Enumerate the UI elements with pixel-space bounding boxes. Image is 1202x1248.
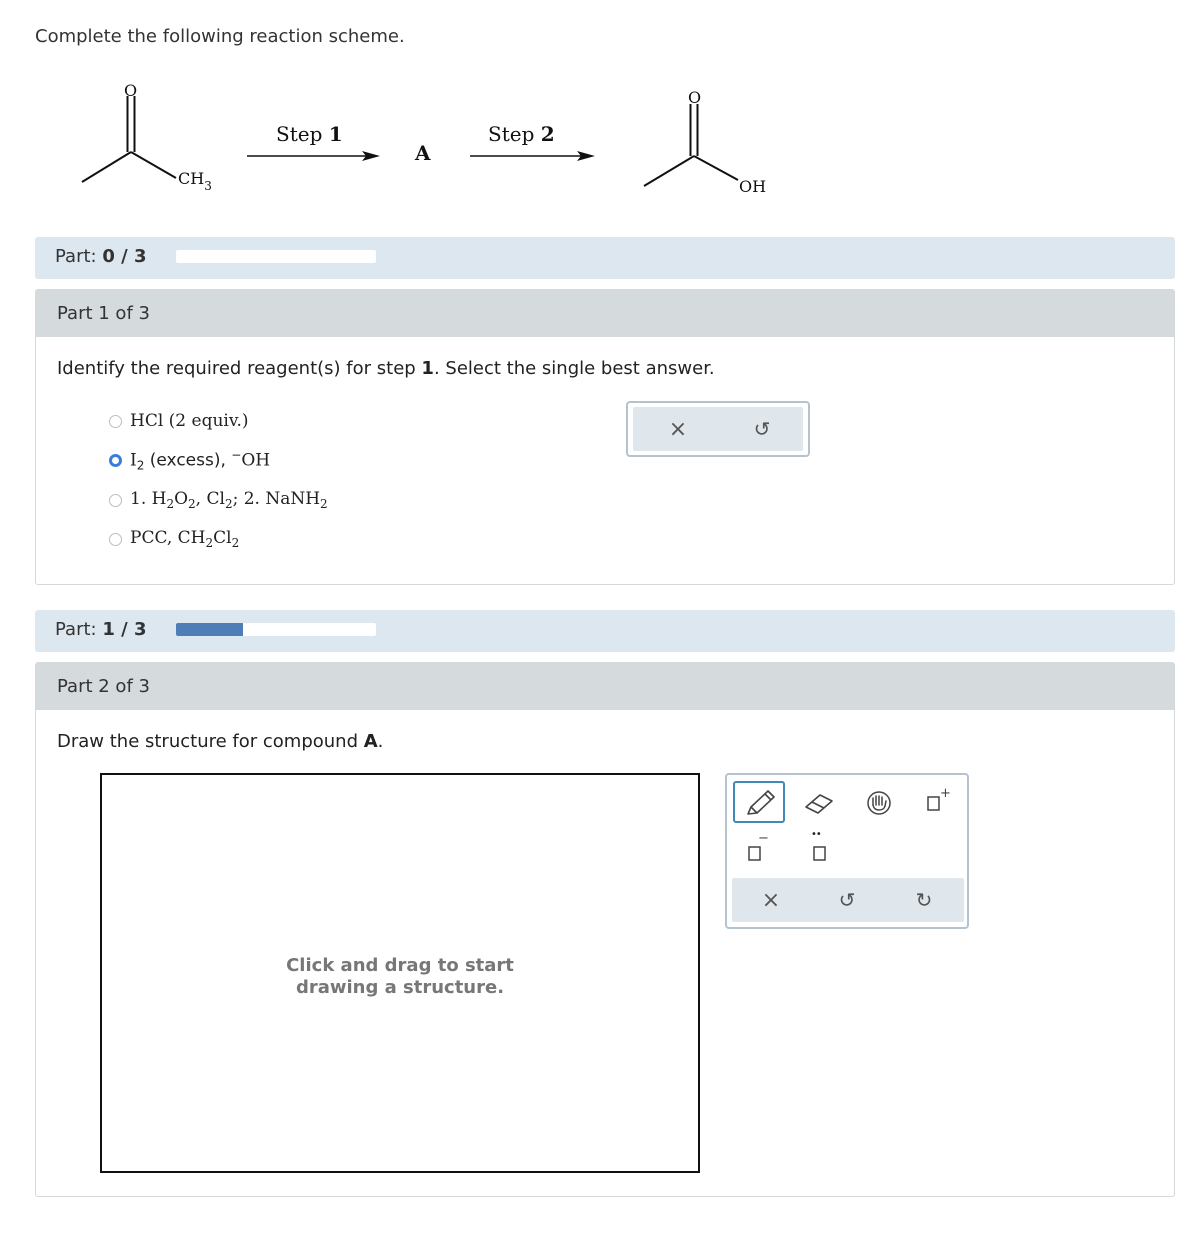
part2-question: Draw the structure for compound A.: [57, 731, 384, 752]
redo-icon[interactable]: ↻: [915, 888, 933, 912]
progress-fill: [176, 623, 243, 636]
start-oxygen-label: O: [124, 81, 138, 100]
part1-header: Part 1 of 3: [36, 290, 1174, 337]
reaction-scheme: [0, 70, 1202, 220]
plus-charge-sign: +: [940, 786, 951, 801]
problem-prompt: Complete the following reaction scheme.: [35, 26, 405, 47]
add-charge-icon[interactable]: [917, 785, 957, 819]
drawing-actions-bar: [732, 878, 964, 922]
part1-answer-tools: [626, 401, 810, 457]
radio-button[interactable]: [109, 494, 122, 507]
starting-material-structure: [82, 96, 176, 182]
part2-header: Part 2 of 3: [36, 663, 1174, 710]
pencil-icon: [735, 783, 783, 821]
part1-question: Identify the required reagent(s) for step 1. Select the single best answer.: [57, 358, 715, 379]
radio-button-selected[interactable]: [109, 454, 122, 467]
option-label: PCC, $CH_2Cl_2$: [130, 528, 240, 550]
progress-bar-part2: [35, 610, 1175, 652]
intermediate-label: A: [415, 141, 431, 165]
step2-label: Step 2: [488, 122, 555, 146]
option-label: 1. $H_2O_2$, $Cl_2$; 2. NaNH$_2$: [130, 489, 328, 511]
option-pcc[interactable]: [109, 526, 239, 552]
part2-panel: [35, 662, 1175, 1197]
undo-icon[interactable]: ↺: [838, 888, 856, 912]
option-label: HCl (2 equiv.): [130, 411, 249, 431]
progress-label: Part: 1 / 3: [55, 619, 147, 640]
product-structure: [644, 104, 738, 186]
product-hydroxyl-label: OH: [739, 177, 767, 196]
eraser-icon[interactable]: [799, 785, 839, 819]
option-hcl[interactable]: [109, 408, 248, 434]
progress-track: [176, 250, 376, 263]
progress-track: [176, 623, 376, 636]
drawing-toolbar: [725, 773, 969, 929]
option-label: $I_2$ (excess), −OH: [130, 447, 271, 473]
canvas-hint: Click and drag to start drawing a structure.: [286, 955, 514, 998]
progress-bar-part1: [35, 237, 1175, 279]
negative-charge-icon[interactable]: [735, 833, 775, 867]
pencil-tool-button[interactable]: [733, 781, 785, 823]
answer-tools-bar: [633, 407, 803, 451]
clear-icon[interactable]: ×: [761, 887, 781, 913]
product-oxygen-label: O: [688, 88, 702, 107]
undo-icon[interactable]: ↺: [753, 417, 771, 441]
option-iodine-hydroxide[interactable]: [109, 447, 270, 473]
step1-arrow: [247, 151, 380, 161]
structure-drawing-canvas[interactable]: [100, 773, 700, 1173]
option-peroxide-chlorine[interactable]: [109, 487, 328, 513]
radio-button[interactable]: [109, 533, 122, 546]
step1-label: Step 1: [276, 122, 343, 146]
minus-charge-sign: −: [758, 831, 769, 846]
step2-arrow: [470, 151, 595, 161]
part1-panel: [35, 289, 1175, 585]
radio-button[interactable]: [109, 415, 122, 428]
progress-label: Part: 0 / 3: [55, 246, 147, 267]
close-icon[interactable]: ×: [668, 416, 688, 442]
lone-pair-dots: ••: [811, 829, 821, 840]
start-methyl-label: $CH_3$: [178, 169, 212, 193]
hand-pan-icon[interactable]: [859, 785, 899, 819]
